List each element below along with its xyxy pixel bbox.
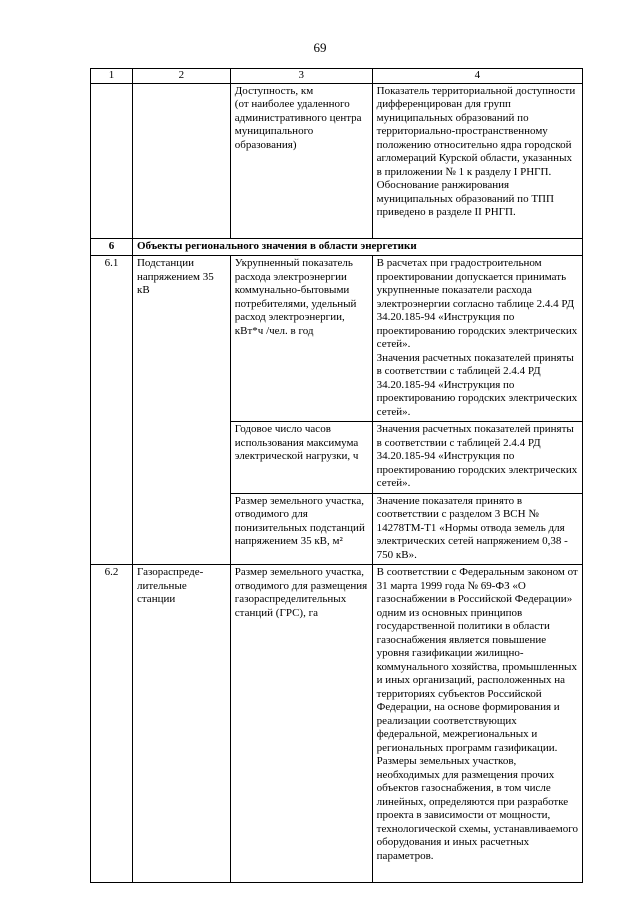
table-row: [91, 565, 583, 883]
justification-cell: Значения расчетных показателей приняты в соответствии с таблицей 2.4.4 РД 34.20.185-94 «Инструкция по проектированию городских электрических сетей».: [372, 422, 582, 494]
table-header-row: [91, 69, 583, 84]
row-number-cell: 6.1: [91, 256, 133, 565]
row-number-cell: 6.2: [91, 565, 133, 883]
object-cell: Подстанции напряжением 35 кВ: [132, 256, 230, 565]
object-cell: [132, 83, 230, 238]
indicator-cell: Годовое число часов использования максимума электрической нагрузки, ч: [230, 422, 372, 494]
justification-cell: В расчетах при градостроительном проектировании допускается принимать укрупненные показатели расхода электроэнергии согласно таблице 2.4.4 РД 34.20.185-94 «Инструкция по проектированию городских электрических сетей». Значения расчетных показателей приняты в соответствии с таблицей 2.4.4 РД 34.20.185-94 «Инструкция по проектированию городских электрических сетей».: [372, 256, 582, 422]
section-title: Объекты регионального значения в области энергетики: [132, 238, 582, 256]
column-3-header: 3: [230, 69, 372, 84]
indicator-cell: Размер земельного участка, отводимого для понизительных подстанций напряжением 35 кВ, м²: [230, 493, 372, 565]
page-number: 69: [313, 40, 327, 55]
row-number-cell: [91, 83, 133, 238]
object-cell: Газораспреде- лительные станции: [132, 565, 230, 883]
column-4-header: 4: [372, 69, 582, 84]
indicator-cell: Размер земельного участка, отводимого для размещения газораспределительных станций (ГРС), га: [230, 565, 372, 883]
justification-cell: Показатель территориальной доступности дифференцирован для групп муниципальных образований по территориально-пространственному положению относительно ядра городской агломераций Курской области, указанных в приложении № 1 к разделу I РНГП. Обоснование ранжирования муниципальных образований по ТПП приведено в разделе II РНГП.: [372, 83, 582, 238]
indicator-cell: Укрупненный показатель расхода электроэнергии коммунально-бытовыми потребителями, удельный расход электроэнергии, кВт*ч /чел. в год: [230, 256, 372, 422]
table-row: [91, 256, 583, 422]
section-row: [91, 238, 583, 256]
justification-cell: Значение показателя принято в соответствии с разделом 3 ВСН № 14278ТМ-Т1 «Нормы отвода земель для электрических сетей напряжением 0,38 - 750 кВ».: [372, 493, 582, 565]
justification-cell: В соответствии с Федеральным законом от 31 марта 1999 года № 69-ФЗ «О газоснабжении в Российской Федерации» одним из основных принципов государственной политики в области газоснабжения является повышение уровня газификации жилищно-коммунального хозяйства, промышленных и иных организаций, расположенных на территориях субъектов Российской Федерации, на основе формирования и реализации соответствующих федеральной, межрегиональных и региональных программ газификации. Размеры земельных участков, необходимых для размещения прочих объектов газоснабжения, в том числе линейных, определяются при разработке проекта в зависимости от мощности, технологической схемы, устанавливаемого оборудования и иных расчетных параметров.: [372, 565, 582, 883]
standards-table: [90, 68, 583, 883]
section-number: 6: [91, 238, 133, 256]
column-2-header: 2: [132, 69, 230, 84]
indicator-cell: Доступность, км (от наиболее удаленного административного центра муниципального образования): [230, 83, 372, 238]
table-row: [91, 83, 583, 238]
column-1-header: 1: [91, 69, 133, 84]
